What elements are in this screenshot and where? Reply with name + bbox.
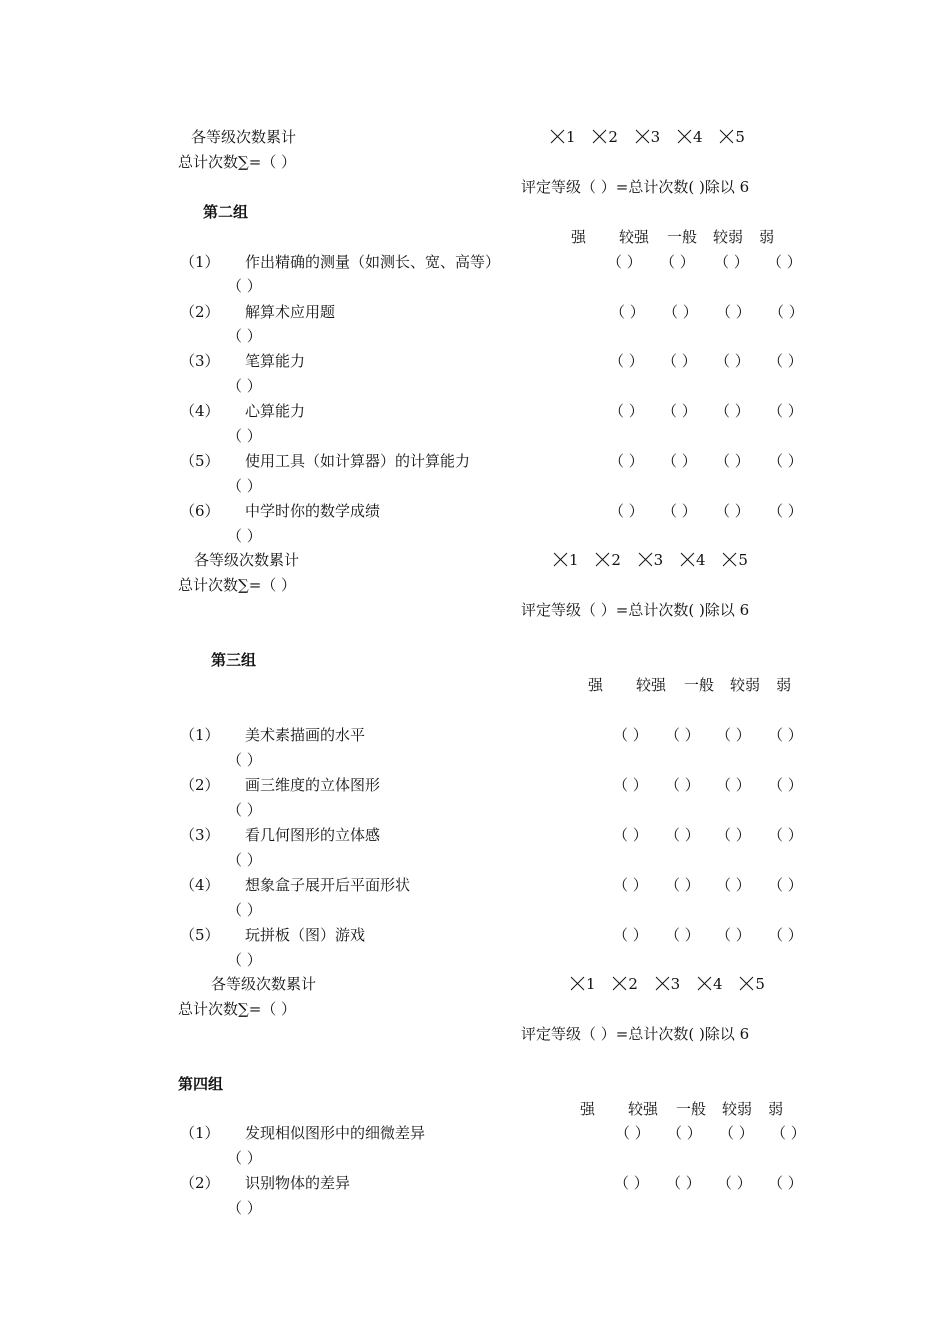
choice-fairly-strong[interactable]: （ ） xyxy=(665,876,700,894)
choice-strong[interactable]: （ ） xyxy=(609,402,644,420)
item-number: （3） xyxy=(180,352,220,370)
tally-multipliers xyxy=(553,551,748,569)
grade-formula: 评定等级（ ）=总计次数( )除以 6 xyxy=(521,601,750,619)
cross-icon xyxy=(739,976,754,991)
cross-icon xyxy=(655,976,670,991)
choice-strong[interactable]: （ ） xyxy=(609,502,644,520)
choice-fairly-strong[interactable]: （ ） xyxy=(662,452,697,470)
level-average: 一般 xyxy=(676,1100,707,1118)
choice-average[interactable]: （ ） xyxy=(717,1174,752,1192)
tally-label: 各等级次数累计 xyxy=(191,128,297,146)
choice-strong[interactable]: （ ） xyxy=(613,926,648,944)
cross-icon xyxy=(677,129,692,144)
choice-fairly-strong[interactable]: （ ） xyxy=(665,726,700,744)
item-text: 解算术应用题 xyxy=(245,303,336,321)
choice-weak[interactable]: （ ） xyxy=(227,751,262,769)
item-text: 玩拼板（图）游戏 xyxy=(245,926,366,944)
total-count: 总计次数∑=（ ） xyxy=(178,1000,297,1018)
group-title: 第四组 xyxy=(178,1075,224,1093)
level-fairly-weak: 较弱 xyxy=(730,676,761,694)
item-text: 心算能力 xyxy=(245,402,306,420)
group-title: 第三组 xyxy=(211,651,257,669)
choice-fairly-strong[interactable]: （ ） xyxy=(660,253,695,271)
choice-strong[interactable]: （ ） xyxy=(607,253,642,271)
multiplier-1: 1 xyxy=(570,975,596,993)
item-number: （4） xyxy=(180,876,220,894)
cross-icon xyxy=(595,552,610,567)
choice-fairly-weak[interactable]: （ ） xyxy=(771,1124,806,1142)
choice-average[interactable]: （ ） xyxy=(715,402,750,420)
choice-average[interactable]: （ ） xyxy=(714,253,749,271)
level-fairly-strong: 较强 xyxy=(619,228,650,246)
multiplier-1: 1 xyxy=(553,551,579,569)
choice-fairly-weak[interactable]: （ ） xyxy=(768,926,803,944)
cross-icon xyxy=(550,129,565,144)
item-text: 画三维度的立体图形 xyxy=(245,776,381,794)
choice-strong[interactable]: （ ） xyxy=(615,1124,650,1142)
multiplier-3: 3 xyxy=(635,128,661,146)
choice-fairly-strong[interactable]: （ ） xyxy=(667,1124,702,1142)
item-number: （1） xyxy=(180,726,220,744)
item-text: 笔算能力 xyxy=(245,352,306,370)
choice-weak[interactable]: （ ） xyxy=(227,427,262,445)
choice-fairly-weak[interactable]: （ ） xyxy=(768,502,803,520)
level-average: 一般 xyxy=(667,228,698,246)
choice-fairly-strong[interactable]: （ ） xyxy=(662,502,697,520)
multiplier-3: 3 xyxy=(655,975,681,993)
tally-multipliers xyxy=(550,128,745,146)
choice-average[interactable]: （ ） xyxy=(716,726,751,744)
cross-icon xyxy=(680,552,695,567)
multiplier-4: 4 xyxy=(677,128,703,146)
choice-strong[interactable]: （ ） xyxy=(614,1174,649,1192)
item-number: （2） xyxy=(180,303,220,321)
choice-fairly-strong[interactable]: （ ） xyxy=(662,402,697,420)
choice-strong[interactable]: （ ） xyxy=(613,826,648,844)
choice-average[interactable]: （ ） xyxy=(715,352,750,370)
choice-weak[interactable]: （ ） xyxy=(227,477,262,495)
choice-weak[interactable]: （ ） xyxy=(227,277,262,295)
cross-icon xyxy=(719,129,734,144)
cross-icon xyxy=(570,976,585,991)
choice-fairly-weak[interactable]: （ ） xyxy=(768,776,803,794)
cross-icon xyxy=(635,129,650,144)
tally-multipliers xyxy=(570,975,765,993)
item-number: （5） xyxy=(180,452,220,470)
item-number: （3） xyxy=(180,826,220,844)
choice-fairly-weak[interactable]: （ ） xyxy=(768,352,803,370)
choice-strong[interactable]: （ ） xyxy=(609,452,644,470)
level-fairly-weak: 较弱 xyxy=(722,1100,753,1118)
item-text: 看几何图形的立体感 xyxy=(245,826,381,844)
item-number: （5） xyxy=(180,926,220,944)
level-strong: 强 xyxy=(580,1100,596,1118)
choice-weak[interactable]: （ ） xyxy=(227,377,262,395)
cross-icon xyxy=(697,976,712,991)
level-weak: 弱 xyxy=(768,1100,784,1118)
item-number: （2） xyxy=(180,776,220,794)
cross-icon xyxy=(722,552,737,567)
choice-strong[interactable]: （ ） xyxy=(613,776,648,794)
choice-fairly-strong[interactable]: （ ） xyxy=(663,303,698,321)
item-number: （6） xyxy=(180,502,220,520)
choice-average[interactable]: （ ） xyxy=(715,452,750,470)
level-header xyxy=(571,228,774,246)
group-title: 第二组 xyxy=(203,203,249,221)
choice-average[interactable]: （ ） xyxy=(719,1124,754,1142)
multiplier-4: 4 xyxy=(697,975,723,993)
choice-fairly-weak[interactable]: （ ） xyxy=(768,1174,803,1192)
level-strong: 强 xyxy=(588,676,604,694)
item-text: 想象盒子展开后平面形状 xyxy=(245,876,411,894)
choice-strong[interactable]: （ ） xyxy=(613,726,648,744)
item-number: （4） xyxy=(180,402,220,420)
cross-icon xyxy=(638,552,653,567)
level-header xyxy=(588,676,791,694)
cross-icon xyxy=(592,129,607,144)
level-fairly-strong: 较强 xyxy=(636,676,667,694)
choice-weak[interactable]: （ ） xyxy=(227,527,262,545)
choice-average[interactable]: （ ） xyxy=(716,826,751,844)
choice-fairly-weak[interactable]: （ ） xyxy=(768,402,803,420)
level-fairly-weak: 较弱 xyxy=(713,228,744,246)
choice-fairly-strong[interactable]: （ ） xyxy=(666,1174,701,1192)
choice-fairly-strong[interactable]: （ ） xyxy=(665,926,700,944)
choice-weak[interactable]: （ ） xyxy=(227,851,262,869)
total-count: 总计次数∑=（ ） xyxy=(178,576,297,594)
item-number: （1） xyxy=(180,1124,220,1142)
cross-icon xyxy=(553,552,568,567)
choice-fairly-strong[interactable]: （ ） xyxy=(665,776,700,794)
choice-fairly-strong[interactable]: （ ） xyxy=(665,826,700,844)
multiplier-2: 2 xyxy=(612,975,638,993)
choice-fairly-weak[interactable]: （ ） xyxy=(767,253,802,271)
multiplier-1: 1 xyxy=(550,128,576,146)
item-number: （1） xyxy=(180,253,220,271)
item-number: （2） xyxy=(180,1174,220,1192)
choice-weak[interactable]: （ ） xyxy=(227,901,262,919)
multiplier-5: 5 xyxy=(719,128,745,146)
choice-average[interactable]: （ ） xyxy=(716,776,751,794)
item-text: 美术素描画的水平 xyxy=(245,726,366,744)
choice-weak[interactable]: （ ） xyxy=(227,951,262,969)
choice-fairly-weak[interactable]: （ ） xyxy=(768,826,803,844)
level-fairly-strong: 较强 xyxy=(628,1100,659,1118)
multiplier-5: 5 xyxy=(722,551,748,569)
choice-weak[interactable]: （ ） xyxy=(227,1199,262,1217)
item-text: 中学时你的数学成绩 xyxy=(245,502,381,520)
choice-weak[interactable]: （ ） xyxy=(227,801,262,819)
multiplier-2: 2 xyxy=(592,128,618,146)
choice-weak[interactable]: （ ） xyxy=(227,327,262,345)
choice-average[interactable]: （ ） xyxy=(716,303,751,321)
choice-fairly-strong[interactable]: （ ） xyxy=(662,352,697,370)
choice-average[interactable]: （ ） xyxy=(716,926,751,944)
choice-weak[interactable]: （ ） xyxy=(227,1149,262,1167)
multiplier-4: 4 xyxy=(680,551,706,569)
grade-formula: 评定等级（ ）=总计次数( )除以 6 xyxy=(521,1025,750,1043)
choice-fairly-weak[interactable]: （ ） xyxy=(768,876,803,894)
choice-strong[interactable]: （ ） xyxy=(609,352,644,370)
choice-average[interactable]: （ ） xyxy=(716,876,751,894)
multiplier-3: 3 xyxy=(638,551,664,569)
item-text: 识别物体的差异 xyxy=(245,1174,351,1192)
choice-fairly-weak[interactable]: （ ） xyxy=(769,303,804,321)
cross-icon xyxy=(612,976,627,991)
level-weak: 弱 xyxy=(759,228,775,246)
item-text: 使用工具（如计算器）的计算能力 xyxy=(245,452,471,470)
grade-formula: 评定等级（ ）=总计次数( )除以 6 xyxy=(521,178,750,196)
multiplier-5: 5 xyxy=(739,975,765,993)
item-text: 发现相似图形中的细微差异 xyxy=(245,1124,426,1142)
level-header xyxy=(580,1100,783,1118)
multiplier-2: 2 xyxy=(595,551,621,569)
tally-label: 各等级次数累计 xyxy=(194,551,300,569)
total-count: 总计次数∑=（ ） xyxy=(178,153,297,171)
level-weak: 弱 xyxy=(776,676,792,694)
choice-fairly-weak[interactable]: （ ） xyxy=(768,452,803,470)
level-average: 一般 xyxy=(684,676,715,694)
tally-label: 各等级次数累计 xyxy=(211,975,317,993)
choice-strong[interactable]: （ ） xyxy=(613,876,648,894)
level-strong: 强 xyxy=(571,228,587,246)
choice-fairly-weak[interactable]: （ ） xyxy=(768,726,803,744)
choice-average[interactable]: （ ） xyxy=(715,502,750,520)
item-text: 作出精确的测量（如测长、宽、高等） xyxy=(245,253,501,271)
choice-strong[interactable]: （ ） xyxy=(610,303,645,321)
